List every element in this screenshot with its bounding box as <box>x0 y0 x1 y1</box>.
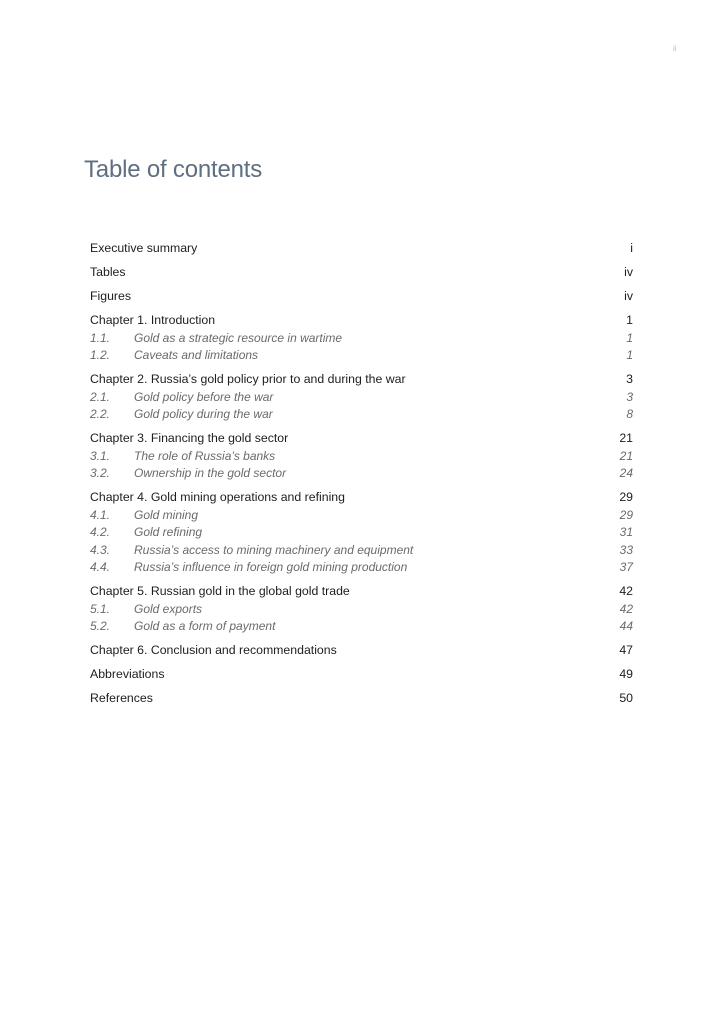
toc-entry[interactable] <box>90 690 633 708</box>
toc-entry-page: 49 <box>619 667 633 681</box>
toc-subentry-label: Russia’s influence in foreign gold mining production <box>134 560 408 574</box>
toc-group <box>90 430 633 483</box>
toc-subentry-left <box>90 389 273 407</box>
toc-subentry[interactable] <box>90 559 633 577</box>
toc-subentry-label: Gold refining <box>134 525 203 539</box>
toc-subentry-number: 1.2. <box>90 348 111 362</box>
toc-subentry[interactable] <box>90 524 633 542</box>
toc-subentry[interactable] <box>90 347 633 365</box>
page-title: Table of contents <box>84 156 263 184</box>
toc-entry-page: 3 <box>626 372 633 386</box>
toc-subentry-left <box>90 559 407 577</box>
toc-subentry-page: 21 <box>619 448 633 463</box>
toc-subentry-page: 33 <box>619 542 633 557</box>
toc-entry-label: References <box>90 691 153 705</box>
toc-subentry-left <box>90 618 275 636</box>
toc-entry[interactable] <box>90 371 633 389</box>
toc-subentry-number: 3.2. <box>90 466 111 480</box>
toc-subentry[interactable] <box>90 330 633 348</box>
toc-subentry-page: 37 <box>619 560 633 574</box>
toc-subentry-page: 44 <box>619 619 633 633</box>
toc-entry-label: Figures <box>90 289 132 303</box>
toc-subentry-label: Caveats and limitations <box>134 348 259 362</box>
toc-subentry-label: The role of Russia’s banks <box>134 448 276 463</box>
toc-entry[interactable] <box>90 288 633 306</box>
toc-entry-label: Chapter 5. Russian gold in the global gold trade <box>90 584 350 598</box>
toc-entry[interactable] <box>90 430 633 448</box>
toc-group <box>90 288 633 306</box>
toc-subentry-number: 1.1. <box>90 330 111 345</box>
toc-entry-page: 47 <box>619 643 633 657</box>
toc-subentry-page: 29 <box>619 507 633 522</box>
toc-entry[interactable] <box>90 642 633 660</box>
toc-subentry-page: 42 <box>619 601 633 616</box>
toc-entry[interactable] <box>90 583 633 601</box>
toc-entry-page: 29 <box>619 490 633 504</box>
toc-group <box>90 240 633 258</box>
toc-subentry-label: Russia’s access to mining machinery and equipment <box>134 542 414 557</box>
toc-subentry[interactable] <box>90 448 633 466</box>
toc-entry-page: iv <box>624 289 633 303</box>
toc-subentry-left <box>90 465 286 483</box>
toc-group <box>90 642 633 660</box>
toc-subentry-number: 4.4. <box>90 560 111 574</box>
toc-subentry-left <box>90 330 342 348</box>
toc-group <box>90 583 633 636</box>
toc-subentry-page: 8 <box>626 407 633 421</box>
toc-subentry[interactable] <box>90 601 633 619</box>
toc-subentry-left <box>90 347 258 365</box>
toc-entry[interactable] <box>90 489 633 507</box>
toc-subentry-number: 3.1. <box>90 448 111 463</box>
toc-entry-label: Executive summary <box>90 241 198 255</box>
toc-subentry-number: 2.1. <box>90 389 111 404</box>
table-of-contents <box>90 240 633 714</box>
toc-subentry-label: Gold policy during the war <box>134 407 273 421</box>
toc-entry-label: Chapter 6. Conclusion and recommendations <box>90 643 337 657</box>
toc-subentry-page: 1 <box>626 348 633 362</box>
toc-subentry[interactable] <box>90 465 633 483</box>
toc-entry-label: Abbreviations <box>90 667 165 681</box>
toc-subentry-number: 5.2. <box>90 619 111 633</box>
toc-entry-label: Chapter 1. Introduction <box>90 313 216 327</box>
toc-group <box>90 666 633 684</box>
toc-subentry-label: Gold exports <box>134 601 203 616</box>
toc-subentry-label: Gold as a strategic resource in wartime <box>134 330 343 345</box>
toc-subentry-number: 4.1. <box>90 507 111 522</box>
toc-subentry-label: Gold policy before the war <box>134 389 274 404</box>
toc-subentry-number: 4.3. <box>90 542 111 557</box>
toc-subentry[interactable] <box>90 389 633 407</box>
toc-subentry-left <box>90 601 202 619</box>
toc-subentry-page: 3 <box>626 389 633 404</box>
toc-subentry-page: 1 <box>626 330 633 345</box>
toc-subentry-page: 24 <box>619 466 633 480</box>
toc-entry-label: Chapter 4. Gold mining operations and refining <box>90 490 345 504</box>
toc-subentry-number: 4.2. <box>90 525 111 539</box>
toc-subentry-left <box>90 524 202 542</box>
toc-group <box>90 264 633 282</box>
toc-subentry-left <box>90 448 275 466</box>
toc-entry[interactable] <box>90 240 633 258</box>
toc-entry-page: iv <box>624 265 633 279</box>
toc-subentry-left <box>90 507 198 525</box>
toc-entry-label: Chapter 2. Russia’s gold policy prior to and during the war <box>90 372 406 386</box>
toc-entry-label: Chapter 3. Financing the gold sector <box>90 431 289 445</box>
toc-group <box>90 312 633 365</box>
toc-entry[interactable] <box>90 312 633 330</box>
toc-subentry[interactable] <box>90 507 633 525</box>
toc-group <box>90 690 633 708</box>
toc-subentry[interactable] <box>90 618 633 636</box>
toc-entry[interactable] <box>90 264 633 282</box>
toc-subentry-label: Ownership in the gold sector <box>134 466 287 480</box>
toc-entry-page: 50 <box>619 691 633 705</box>
toc-subentry-page: 31 <box>619 525 633 539</box>
toc-subentry-left <box>90 542 413 560</box>
toc-entry-label: Tables <box>90 265 126 279</box>
toc-entry[interactable] <box>90 666 633 684</box>
page-number: ii <box>673 44 677 53</box>
toc-subentry-label: Gold mining <box>134 507 199 522</box>
toc-subentry[interactable] <box>90 542 633 560</box>
toc-entry-page: i <box>630 241 633 255</box>
toc-subentry[interactable] <box>90 406 633 424</box>
toc-entry-page: 42 <box>619 584 633 598</box>
toc-subentry-label: Gold as a form of payment <box>134 619 276 633</box>
toc-subentry-left <box>90 406 273 424</box>
toc-entry-page: 21 <box>619 431 633 445</box>
toc-group <box>90 371 633 424</box>
toc-group <box>90 489 633 577</box>
toc-subentry-number: 5.1. <box>90 601 111 616</box>
toc-subentry-number: 2.2. <box>90 407 111 421</box>
toc-entry-page: 1 <box>626 313 633 327</box>
